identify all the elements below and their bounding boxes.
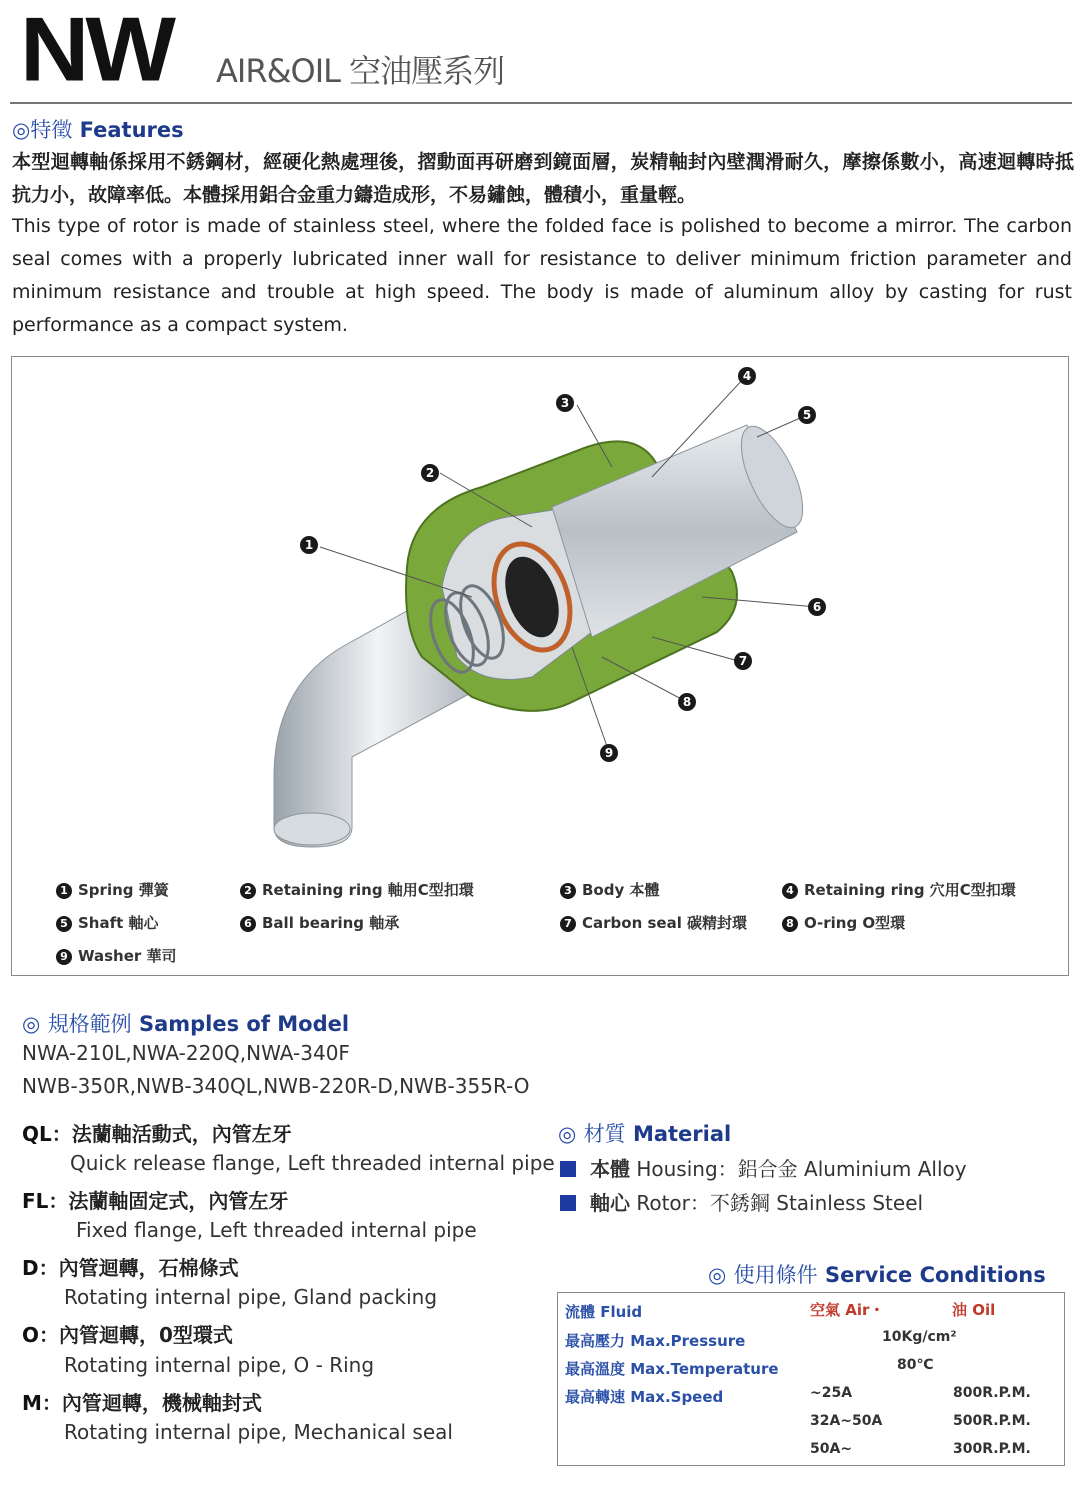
rotary-joint-diagram — [11, 356, 1069, 976]
svc-pressure: 10Kg/cm² — [882, 1329, 957, 1345]
svc-speed-rpm: 800R.P.M. — [953, 1385, 1031, 1401]
part-item: 3 Body 本體 — [560, 879, 659, 900]
svc-speed-rpm: 300R.P.M. — [953, 1441, 1031, 1457]
section-mark-icon: ◎ — [12, 118, 31, 142]
code-desc: Rotating internal pipe, Gland packing — [64, 1285, 438, 1309]
features-heading — [12, 114, 184, 144]
svc-label-speed: 最高轉速 Max.Speed — [565, 1388, 724, 1406]
part-item: 1 Spring 彈簧 — [56, 879, 169, 900]
callout-2: 2 — [425, 466, 435, 480]
model-line: NWB-350R,NWB-340QL,NWB-220R-D,NWB-355R-O — [22, 1074, 530, 1098]
svc-label-pressure: 最高壓力 Max.Pressure — [565, 1332, 746, 1350]
samples-heading — [22, 1008, 349, 1038]
svc-speed-size: ~25A — [810, 1385, 853, 1401]
callout-7: 7 — [738, 654, 748, 668]
svc-fluid-oil: 油 Oil — [952, 1301, 996, 1319]
service-title-en: Service Conditions — [824, 1263, 1046, 1287]
samples-title-zh: 規格範例 — [47, 1012, 132, 1036]
material-row: 軸心 Rotor：不銹鋼 Stainless Steel — [560, 1187, 923, 1216]
material-heading — [558, 1118, 731, 1148]
material-title-zh: 材質 — [583, 1122, 626, 1146]
samples-title-en: Samples of Model — [138, 1012, 350, 1036]
part-item: 7 Carbon seal 碳精封環 — [560, 912, 747, 933]
service-title-zh: 使用條件 — [733, 1263, 818, 1287]
part-item: 9 Washer 華司 — [56, 945, 177, 966]
features-title-zh: 特徵 — [30, 118, 73, 142]
section-mark-icon: ◎ — [22, 1012, 41, 1036]
features-text-zh: 本型迴轉軸係採用不銹鋼材，經硬化熱處理後，摺動面再研磨到鏡面層，炭精軸封內壁潤滑耐久，摩擦係數小，高速迴轉時抵抗力小，故障率低。本體採用鋁合金重力鑄造成形，不易鏽蝕，體積小，重量輕。 — [12, 151, 1074, 206]
code-row-fl: FL：法蘭軸固定式，內管左牙 — [22, 1189, 289, 1213]
code-row-d: D：內管迴轉，石棉條式 — [22, 1256, 239, 1280]
section-mark-icon: ◎ — [558, 1122, 577, 1146]
code-row-m: M：內管迴轉，機械軸封式 — [22, 1391, 262, 1415]
svc-label-temperature: 最高溫度 Max.Temperature — [565, 1360, 779, 1378]
svc-speed-size: 32A~50A — [810, 1413, 883, 1429]
svc-label-fluid: 流體 Fluid — [565, 1303, 643, 1321]
code-row-ql: QL：法蘭軸活動式，內管左牙 — [22, 1122, 292, 1146]
svc-speed-size: 50A~ — [810, 1441, 853, 1457]
section-mark-icon: ◎ — [708, 1263, 727, 1287]
features-text-en: This type of rotor is made of stainless steel, where the folded face is polished to become a mirror. The carbon seal comes with a properly lubricated inner wall for resistance to deliver minimum friction parameter and minimum resistance and trouble at high speed. The body is made of aluminum alloy by casting for rust performance as a compact system. — [12, 215, 1072, 336]
callout-1: 1 — [304, 538, 314, 552]
part-item: 8 O-ring O型環 — [782, 912, 905, 933]
material-title-en: Material — [632, 1122, 732, 1146]
callout-6: 6 — [812, 600, 822, 614]
square-bullet-icon — [560, 1195, 576, 1211]
callout-4: 4 — [742, 369, 752, 383]
code-row-o: O：內管迴轉，0型環式 — [22, 1323, 233, 1347]
part-item: 2 Retaining ring 軸用C型扣環 — [240, 879, 474, 900]
part-item: 4 Retaining ring 穴用C型扣環 — [782, 879, 1016, 900]
features-title-en: Features — [79, 118, 184, 142]
part-item: 6 Ball bearing 軸承 — [240, 912, 399, 933]
header-divider — [10, 102, 1072, 104]
square-bullet-icon — [560, 1161, 576, 1177]
svc-fluid-air: 空氣 Air・ — [810, 1301, 885, 1319]
code-desc: Rotating internal pipe, Mechanical seal — [64, 1420, 453, 1444]
callout-5: 5 — [802, 408, 812, 422]
series-title: AIR&OIL 空油壓系列 — [216, 52, 505, 90]
code-desc: Quick release flange, Left threaded internal pipe — [70, 1151, 555, 1175]
svc-temperature: 80℃ — [897, 1357, 934, 1373]
code-desc: Fixed flange, Left threaded internal pipe — [76, 1218, 477, 1242]
model-line: NWA-210L,NWA-220Q,NWA-340F — [22, 1041, 350, 1065]
brand-logo: NW — [20, 0, 172, 101]
callout-8: 8 — [682, 695, 692, 709]
callout-9: 9 — [604, 746, 614, 760]
code-desc: Rotating internal pipe, O - Ring — [64, 1353, 375, 1377]
material-row: 本體 Housing：鋁合金 Aluminium Alloy — [560, 1153, 967, 1182]
service-heading — [708, 1259, 1046, 1289]
callout-3: 3 — [560, 396, 570, 410]
part-item: 5 Shaft 軸心 — [56, 912, 159, 933]
svc-speed-rpm: 500R.P.M. — [953, 1413, 1031, 1429]
